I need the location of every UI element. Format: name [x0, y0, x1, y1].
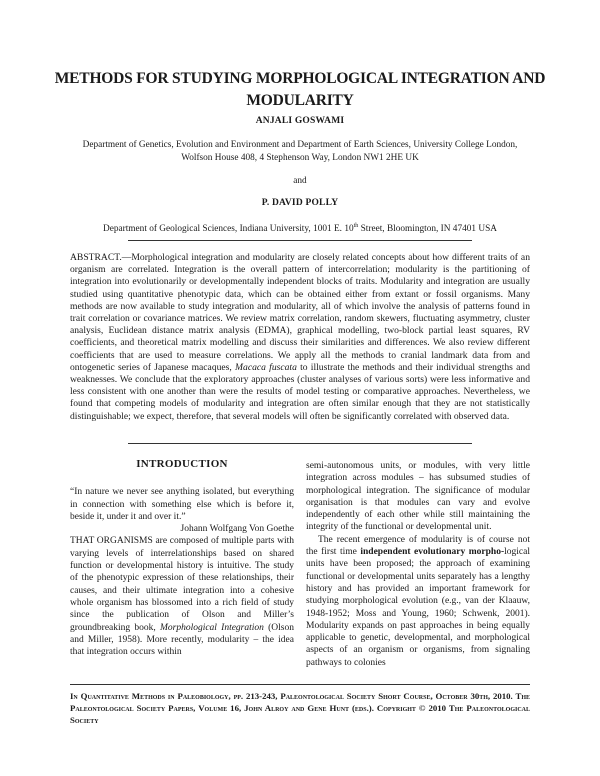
affiliation-2 — [40, 220, 560, 236]
affiliation-2-sup: th — [353, 223, 359, 229]
affiliation-2-pre: Department of Geological Sciences, Indiana University, 1001 E. 10 — [103, 224, 354, 235]
affiliation-2-post: Street, Bloomington, IN 47401 USA — [358, 224, 497, 235]
intro-book-title: Morphological Integration — [159, 622, 264, 633]
right-column — [306, 460, 530, 669]
abstract-top-rule — [128, 240, 472, 241]
abstract-species: Macaca fuscata — [235, 361, 297, 373]
abstract-bottom-rule — [128, 443, 472, 444]
intro-r2-b: logical units have been proposed; the approach of examining functional or developmental units separately has a lengthy history and has provided an important framework for studying morphological evolution (e.g., van der Klaauw, 1948-1952; Moss and Young, 1960; Schwenk, 2001). Modularity expands on past approaches in being equally applicable to genetic, developmental, and morphological aspects of an organism or organisms, from signaling pathways to colonies — [306, 547, 530, 668]
abstract-part-2: to illustrate the methods and their individual strengths and weaknesses. We conclude that the exploratory approaches (cluster analyses of various sorts) were less informative and less consistent with one another than were the results of model testing or comparative approaches. Nevertheless, we found that competing models of modularity and integration are often similar enough that they are not statistically distinguishable; we expect, therefore, that several models will often be significantly correlated with observed data. — [70, 361, 530, 422]
intro-right-paragraph-1: semi-autonomous units, or modules, with very little integration across modules – has subsumed studies of morphological integration. The significance of modular organisation is that modules can vary and evolve independently of each other while still maintaining the integrity of the functional or developmental unit. — [306, 461, 530, 533]
epigraph-author: Johann Wolfgang Von Goethe — [180, 524, 294, 535]
footer-citation: In Quantitative Methods in Paleobiology, pp. 213-243, Paleontological Society Short Course, October 30th, 2010. The Paleontological Society Papers, Volume 16, John Alroy and Gene Hunt (eds.). Copyright © 2010 The Paleontological Society — [70, 691, 530, 725]
abstract — [70, 252, 530, 423]
affiliation-1 — [40, 139, 560, 165]
intro-r2-a: The recent emergence of modularity is of course not the first time — [306, 534, 530, 558]
author-1: ANJALI GOSWAMI — [255, 116, 345, 126]
affiliation-1-line-2: Wolfson House 408, 4 Stephenson Way, London NW1 2HE UK — [181, 153, 419, 163]
intro-paragraph-1 — [70, 535, 294, 658]
epigraph-quote: “In nature we never see anything isolated, but everything in connection with something else which is before it, beside it, under it and over it.” — [70, 487, 294, 522]
paper-title: METHODS FOR STUDYING MORPHOLOGICAL INTEGRATION AND MODULARITY — [54, 70, 546, 109]
abstract-part-1: ABSTRACT.—Morphological integration and modularity are closely related concepts about how different traits of an organism are correlated. Integration is the overall pattern of intercorrelation; modularity is the partitioning of integration into evolutionarily or developmentally independent blocks of traits. Modularity and integration are usually studied using quantitative phenotypic data, which can be obtained either from extant or fossil organisms. Many methods are now available to study integration and modularity, all of which involve the analysis of patterns found in trait correlation or covariance matrices. We review matrix correlation, random skewers, fluctuating asymmetry, cluster analysis, Euclidean distance matrix analysis (EDMA), graphical modelling, two-block partial least squares, RV coefficients, and theoretical matrix modelling and discuss their similarities and differences. We also review different coefficients that are used to measure correlations. We apply all the methods to cranial landmark data from and ontogenetic series of Japanese macaques, — [70, 252, 530, 373]
intro-r2-bold: independent evolutionary morpho- — [360, 547, 505, 558]
intro-right-paragraph-2 — [306, 534, 530, 669]
intro-p1-b: (Olson and Miller, 1958). More recently, modularity – the idea that integration occurs within — [70, 622, 294, 658]
affiliation-1-line-1: Department of Genetics, Evolution and Environment and Department of Earth Sciences, University College London, — [82, 140, 518, 150]
author-2: P. DAVID POLLY — [261, 198, 339, 208]
introduction-heading: INTRODUCTION — [136, 458, 228, 470]
footer-rule — [70, 684, 530, 685]
and-separator: and — [293, 176, 307, 186]
intro-p1-a: are composed of multiple parts with varying levels of interrelationships based on shared function or developmental history is intuitive. The study of the phenotypic expression of these relationships, their causes, and their ultimate integration into a cohesive whole organism has blossomed into a rich field of study since the publication of Olson and Miller’s groundbreaking book, — [70, 536, 294, 633]
intro-lead-smallcaps: THAT ORGANISMS — [70, 536, 153, 547]
left-column — [70, 458, 294, 658]
